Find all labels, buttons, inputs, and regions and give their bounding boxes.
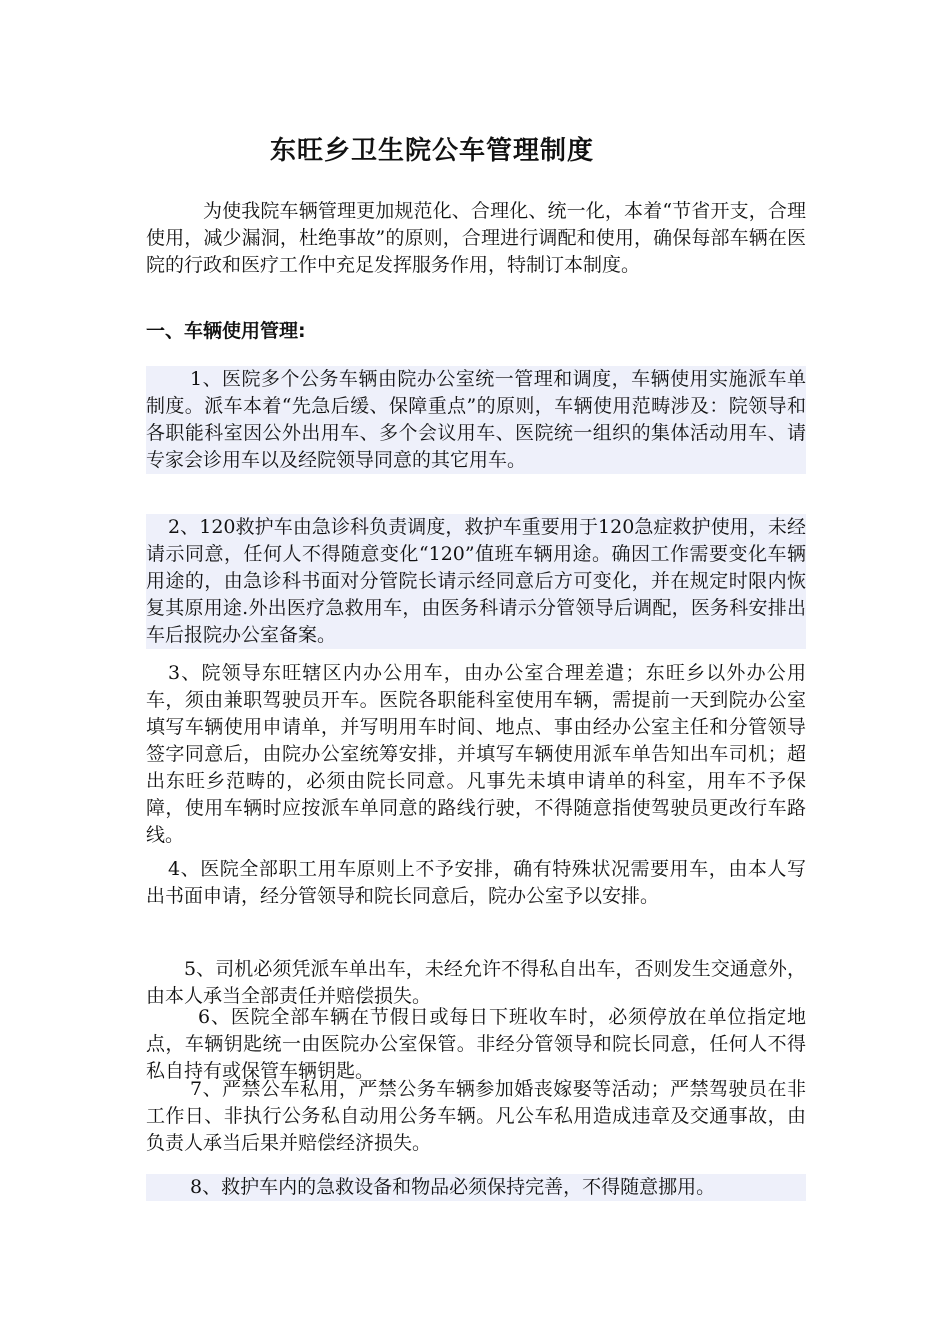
section-heading: 一、车辆使用管理:: [146, 320, 306, 342]
rule-paragraph-6: 6、医院全部车辆在节假日或每日下班收车时，必须停放在单位指定地点，车辆钥匙统一由医院办公室保管。非经分管领导和院长同意，任何人不得私自持有或保管车辆钥匙。: [146, 1006, 806, 1082]
rule-paragraph-8: 8、救护车内的急救设备和物品必须保持完善，不得随意挪用。: [146, 1174, 806, 1201]
rule-paragraph-4: 4、医院全部职工用车原则上不予安排，确有特殊状况需要用车，由本人写出书面申请，经分管领导和院长同意后，院办公室予以安排。: [146, 858, 806, 907]
rule-paragraph-7: 7、严禁公车私用，严禁公务车辆参加婚丧嫁娶等活动；严禁驾驶员在非工作日、非执行公务私自动用公务车辆。凡公车私用造成违章及交通事故，由负责人承当后果并赔偿经济损失。: [146, 1078, 806, 1154]
rule-paragraph-3: 3、院领导东旺辖区内办公用车，由办公室合理差遣；东旺乡以外办公用车，须由兼职驾驶员开车。医院各职能科室使用车辆，需提前一天到院办公室填写车辆使用申请单，并写明用车时间、地点、事由经办公室主任和分管领导签字同意后，由院办公室统筹安排，并填写车辆使用派车单告知出车司机；超出东旺乡范畴的，必须由院长同意。凡事先未填申请单的科室，用车不予保障，使用车辆时应按派车单同意的路线行驶，不得随意指使驾驶员更改行车路线。: [146, 662, 806, 846]
rule-paragraph-5: 5、司机必须凭派车单出车，未经允许不得私自出车，否则发生交通意外，由本人承当全部责任并赔偿损失。: [146, 958, 806, 1007]
intro-paragraph: 为使我院车辆管理更加规范化、合理化、统一化，本着“节省开支，合理使用，减少漏洞，杜绝事故”的原则，合理进行调配和使用，确保每部车辆在医院的行政和医疗工作中充足发挥服务作用，特制订本制度。: [146, 200, 806, 276]
rule-paragraph-2: 2、120救护车由急诊科负责调度，救护车重要用于120急症救护使用，未经请示同意，任何人不得随意变化“120”值班车辆用途。确因工作需要变化车辆用途的，由急诊科书面对分管院长请示经同意后方可变化，并在规定时限内恢复其原用途.外出医疗急救用车，由医务科请示分管领导后调配，医务科安排出车后报院办公室备案。: [146, 514, 806, 649]
rule-paragraph-1: 1、医院多个公务车辆由院办公室统一管理和调度，车辆使用实施派车单制度。派车本着“先急后缓、保障重点”的原则，车辆使用范畴涉及：院领导和各职能科室因公外出用车、多个会议用车、医院统一组织的集体活动用车、请专家会诊用车以及经院领导同意的其它用车。: [146, 366, 806, 474]
document-title: 东旺乡卫生院公车管理制度: [270, 136, 595, 166]
